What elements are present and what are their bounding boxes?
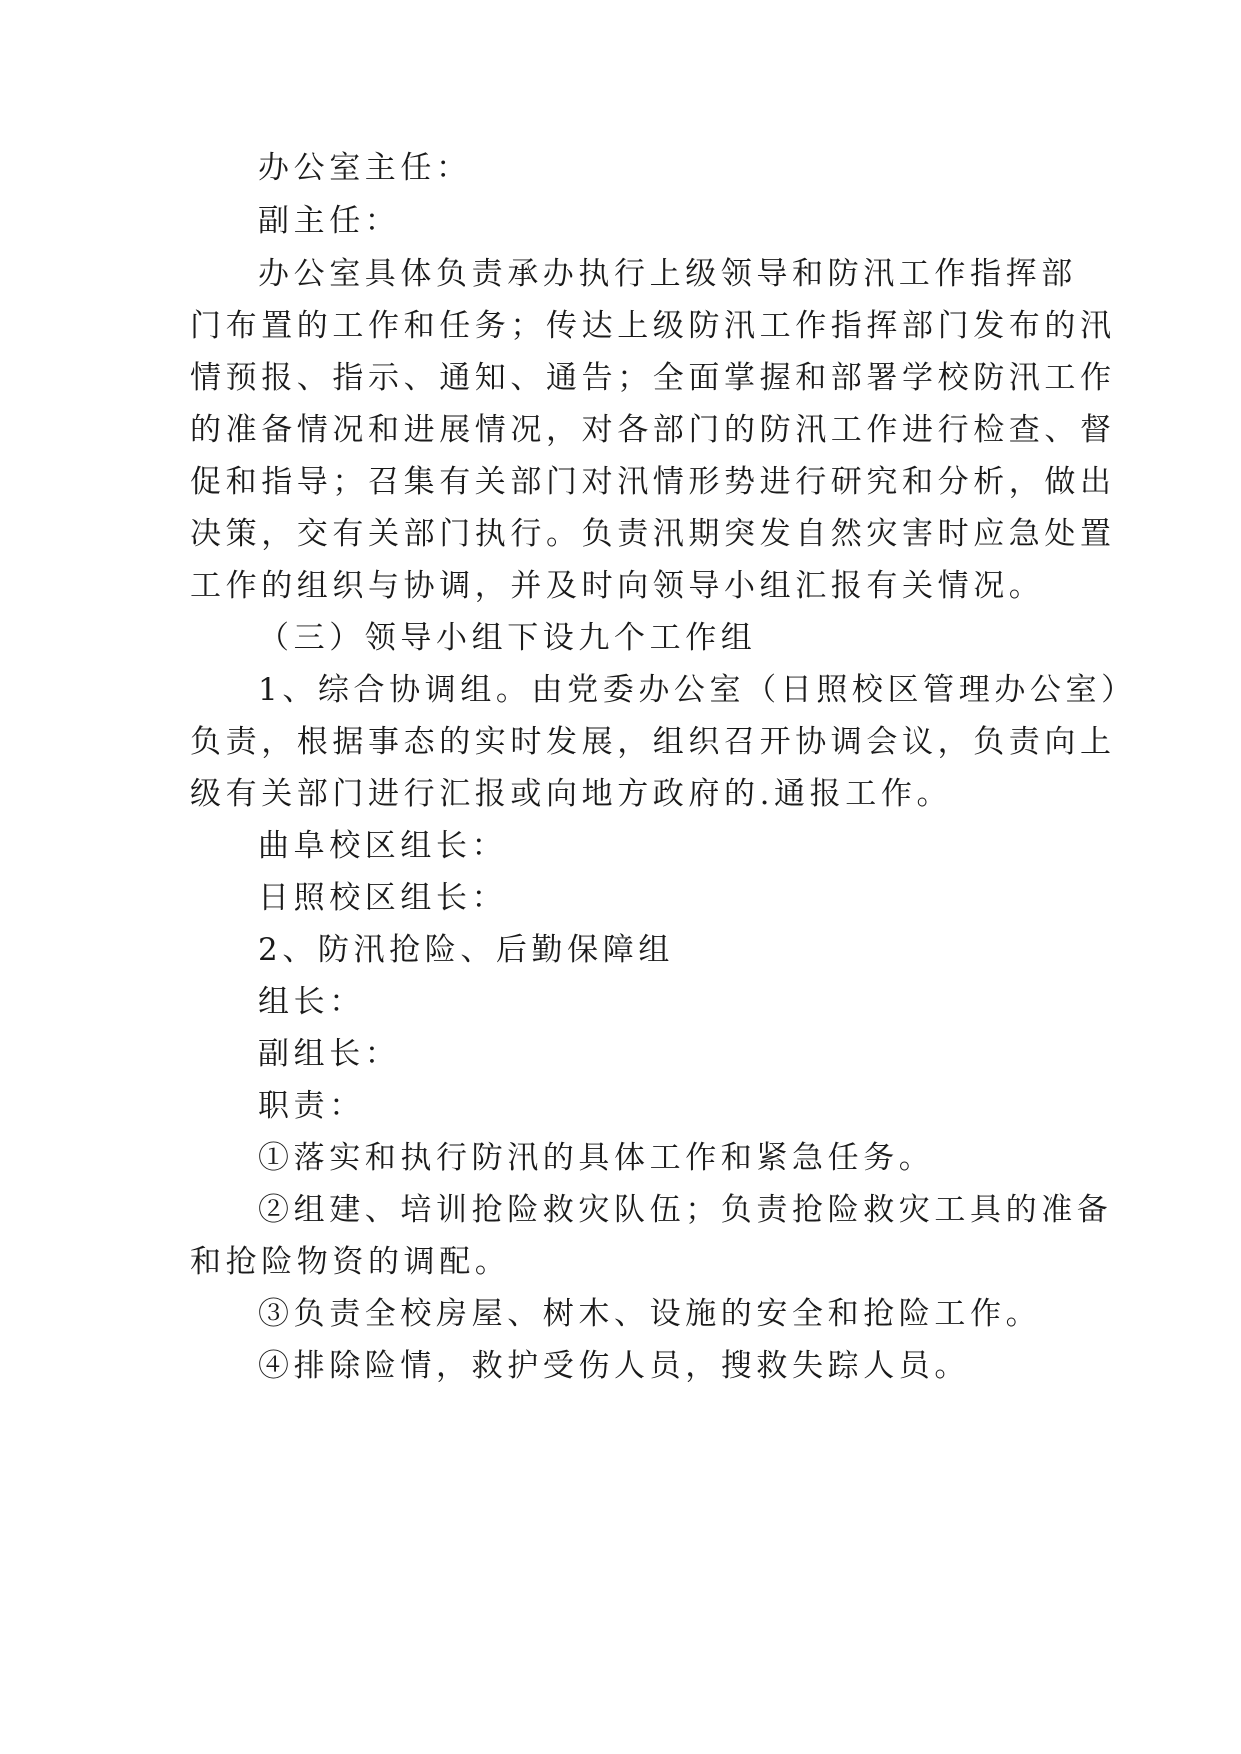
text-line-office-duty-4: 的准备情况和进展情况，对各部门的防汛工作进行检查、督: [190, 412, 1116, 448]
text-line-office-director: 办公室主任：: [258, 150, 472, 186]
text-line-duty-4: ④排除险情，救护受伤人员，搜救失踪人员。: [258, 1348, 970, 1384]
text-line-group2-title: 2、防汛抢险、后勤保障组: [258, 932, 674, 968]
text-line-rizhao-leader: 日照校区组长：: [258, 880, 508, 916]
text-line-office-duty-5: 促和指导；召集有关部门对汛情形势进行研究和分析，做出: [190, 464, 1116, 500]
text-line-duty-2b: 和抢险物资的调配。: [190, 1244, 511, 1280]
text-line-group1-2: 负责，根据事态的实时发展，组织召开协调会议，负责向上: [190, 724, 1116, 760]
text-line-duty-3: ③负责全校房屋、树木、设施的安全和抢险工作。: [258, 1296, 1042, 1332]
text-line-office-duty-3: 情预报、指示、通知、通告；全面掌握和部署学校防汛工作: [190, 360, 1116, 396]
text-line-qufu-leader: 曲阜校区组长：: [258, 828, 508, 864]
text-line-group2-deputy: 副组长：: [258, 1036, 401, 1072]
text-line-office-duty-6: 决策，交有关部门执行。负责汛期突发自然灾害时应急处置: [190, 516, 1116, 552]
text-line-group2-leader: 组长：: [258, 984, 365, 1020]
text-line-group2-duties: 职责：: [258, 1088, 365, 1124]
text-line-office-duty-7: 工作的组织与协调，并及时向领导小组汇报有关情况。: [190, 568, 1045, 604]
text-line-duty-2a: ②组建、培训抢险救灾队伍；负责抢险救灾工具的准备: [258, 1192, 1113, 1228]
text-line-office-duty-1: 办公室具体负责承办执行上级领导和防汛工作指挥部: [258, 256, 1077, 292]
section-heading-working-groups: （三）领导小组下设九个工作组: [258, 620, 757, 656]
text-line-group1-3: 级有关部门进行汇报或向地方政府的.通报工作。: [190, 776, 953, 812]
text-line-office-duty-2: 门布置的工作和任务；传达上级防汛工作指挥部门发布的汛: [190, 308, 1116, 344]
text-line-group1-1: 1、综合协调组。由党委办公室（日照校区管理办公室）: [258, 672, 1137, 708]
text-line-duty-1: ①落实和执行防汛的具体工作和紧急任务。: [258, 1140, 935, 1176]
text-line-deputy-director: 副主任：: [258, 203, 401, 239]
